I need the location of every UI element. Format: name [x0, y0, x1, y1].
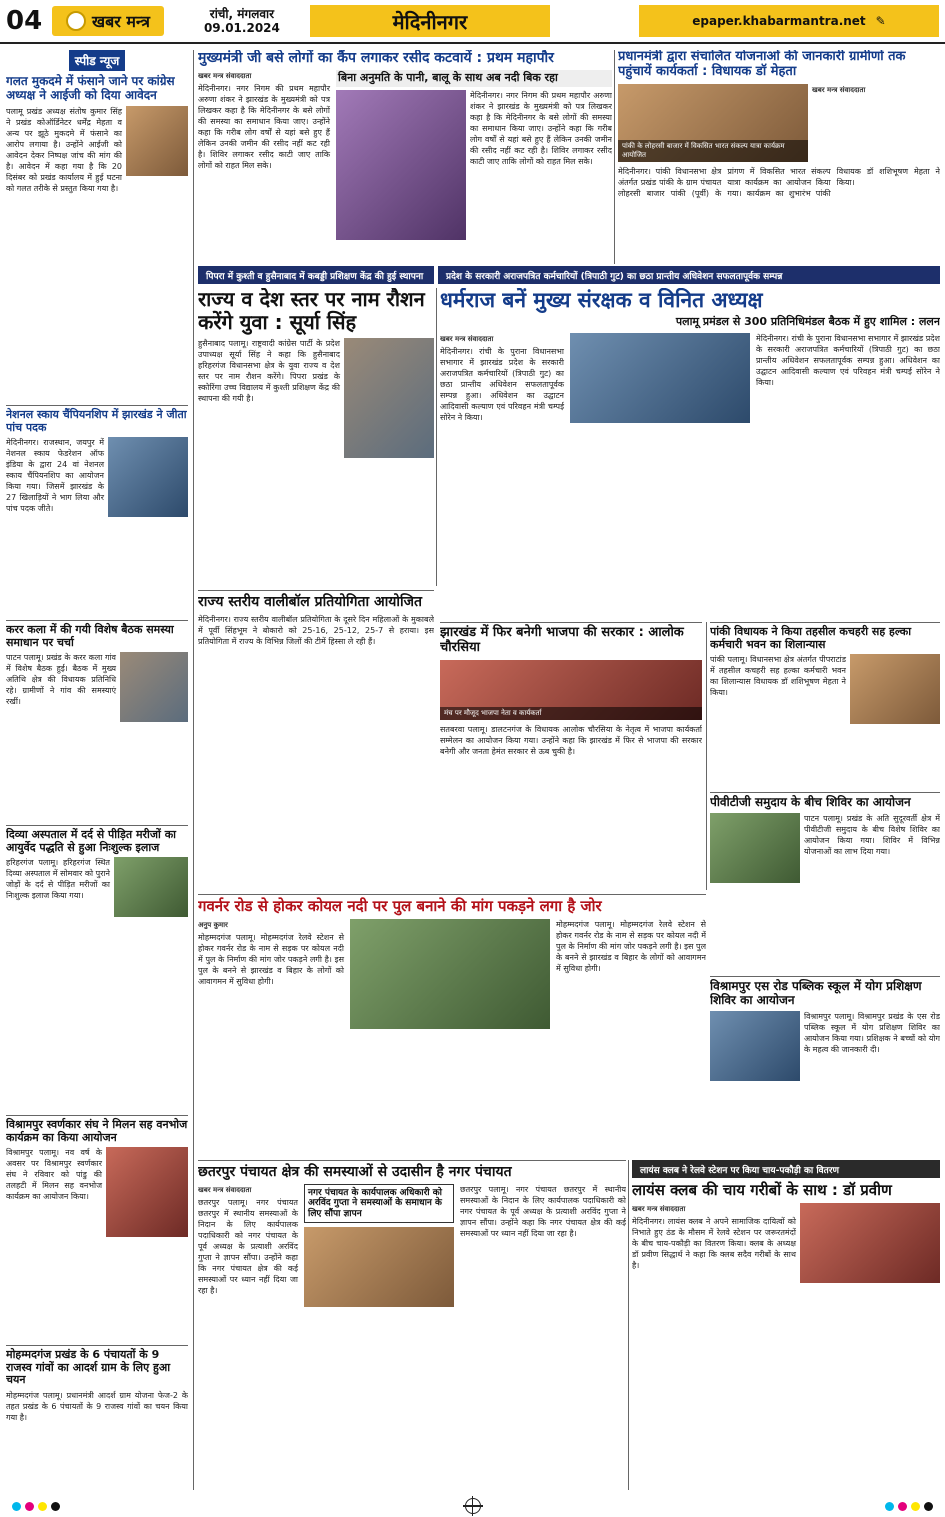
- registration-marks-right: [885, 1502, 933, 1511]
- story-photo: [618, 84, 808, 162]
- photo-caption: पांकी के लोहरसी बाजार में विकसित भारत संकल्प यात्रा कार्यक्रम आयोजित: [618, 140, 808, 162]
- bjp-photo: [440, 660, 702, 720]
- surya-photo: [344, 338, 434, 458]
- story-text: पाटन पलामू। प्रखंड के अति सुदूरवर्ती क्षेत्र में पीवीटीजी समुदाय के बीच विशेष शिविर का आयोजन किया गया। शिविर में विभिन्न योजनाओं का लाभ दिया गया।: [804, 813, 940, 856]
- mahapaur-photo: [336, 90, 466, 240]
- story-text-continued: मोहम्मदगंज पलामू। मोहम्मदगंज रेलवे स्टेशन से होकर गवर्नर रोड के नाम से सड़क पर कोयल नदी में पुल के निर्माण की मांग जोर पकड़ने लगी है। इस पुल के बनने से झारखंड व बिहार के लोगों को आवागमन में सुविधा होगी।: [556, 920, 706, 974]
- story-headline: गवर्नर रोड से होकर कोयल नदी पर पुल बनाने की मांग पकड़ने लगा है जोर: [198, 897, 602, 915]
- column-divider: [436, 288, 437, 586]
- story-photo: [106, 1147, 188, 1237]
- story-text: मेदिनीनगर। नगर निगम की प्रथम महापौर अरुणा शंकर ने झारखंड के मुख्यमंत्री को पत्र लिखकर कहा है कि मेदिनीनगर के बसे लोगों की समस्या का समाधान किया जाए। उन्होंने कहा कि गरीब लोग वर्षों से यहां बसे हुए हैं लेकिन उनकी जमीन की रसीद नहीं कट रही है। शिविर लगाकर रसीद काटी जाए ताकि लोगों को राहत मिल सके।: [198, 84, 330, 171]
- crosshair-icon: [465, 1498, 481, 1514]
- issue-date: 09.01.2024: [203, 21, 280, 35]
- city-day: रांची, मंगलवार: [209, 7, 275, 21]
- story-text-continued: मेदिनीनगर। रांची के पुराना विधानसभा सभागार में झारखंड प्रदेश के सरकारी अराजपत्रित कर्मचारियों (त्रिपाठी गुट) का छठा प्रान्तीय अधिवेशन सफलतापूर्वक सम्पन्न हुआ। अधिवेशन का उद्घाटन आदिवासी कल्याण एवं परिवहन मंत्री चम्पई सोरेन ने किया।: [756, 333, 940, 387]
- story-volleyball: [198, 590, 434, 890]
- story-photo: [710, 1011, 800, 1081]
- story-governor-road: [198, 894, 706, 1156]
- story-headline: पीवीटीजी समुदाय के बीच शिविर का आयोजन: [710, 795, 911, 809]
- story-skating: [6, 405, 188, 620]
- story-text: मेदिनीनगर। लायंस क्लब ने अपने सामाजिक दायित्वों को निभाते हुए ठंड के मौसम में रेलवे स्टेशन पर जरूरतमंदों के बीच चाय-पकौड़ी का वितरण किया। क्लब के अध्यक्ष डॉ प्रवीण सिद्धार्थ ने कहा कि क्लब सदैव गरीबों के साथ है।: [632, 1217, 796, 1271]
- band-right: प्रदेश के सरकारी अराजपत्रित कर्मचारियों (त्रिपाठी गुट) का छठा प्रान्तीय अधिवेशन सफलतापूर्वक सम्पन्न: [438, 266, 940, 284]
- story-photo: [114, 857, 188, 917]
- story-callout-box: नगर पंचायत के कार्यपालक अधिकारी को अरविंद गुप्ता ने समस्याओं के समाधान के लिए सौंपा ज्ञापन: [304, 1184, 454, 1223]
- story-text: मेदिनीनगर। पांकी विधानसभा क्षेत्र अंतर्गत प्रखंड पांकी के ग्राम पंचायत लोहरसी बाजार पांकी (पूर्वी) के प्रांगण में विकसित भारत संकल्प यात्रा कार्यक्रम का आयोजन किया गया। कार्यक्रम का शुभारंभ पांकी विधायक डॉ शशिभूषण मेहता ने किया।: [618, 166, 940, 198]
- story-subhead: पलामू प्रमंडल से 300 प्रतिनिधिमंडल बैठक में हुए शामिल : ललन: [675, 315, 940, 329]
- story-mahapaur: [198, 50, 612, 264]
- story-headline: राज्य स्तरीय वालीबॉल प्रतियोगिता आयोजित: [198, 594, 422, 610]
- story-text: मोहम्मदगंज पलामू। मोहम्मदगंज रेलवे स्टेशन से होकर गवर्नर रोड के नाम से सड़क पर कोयल नदी में पुल के निर्माण की मांग जोर पकड़ने लगी है। इस पुल के बनने से झारखंड व बिहार के लोगों को आवागमन में सुविधा होगी।: [198, 933, 344, 987]
- story-text: हरिहरगंज पलामू। हरिहरगंज स्थित दिव्या अस्पताल में सोमवार को पुराने जोड़ों के दर्द से पीड़ित मरीजों का निःशुल्क इलाज किया गया।: [6, 858, 110, 901]
- page-number: 04: [6, 6, 43, 36]
- story-headline: प्रधानमंत्री द्वारा संचालित योजनाओं की जानकारी ग्रामीणों तक पहुंचायें कार्यकर्ता : विधायक डॉ मेहता: [618, 50, 906, 79]
- story-photo: [850, 654, 940, 724]
- column-divider: [193, 50, 194, 1490]
- story-headline: विश्रामपुर एस रोड पब्लिक स्कूल में योग प्रशिक्षण शिविर का आयोजन: [710, 979, 922, 1007]
- byline: खबर मन्त्र संवाददाता: [198, 72, 252, 81]
- story-chhatarpur: [198, 1160, 626, 1490]
- byline: खबर मन्त्र संवाददाता: [632, 1205, 686, 1214]
- band-left: पिपरा में कुश्ती व हुसैनाबाद में कबड्डी प्रशिक्षण केंद्र की हुई स्थापना: [198, 266, 434, 284]
- story-subhead: बिना अनुमति के पानी, बालू के साथ अब नदी बिक रहा: [336, 70, 612, 87]
- masthead: [0, 0, 945, 44]
- story-text: मोहम्मदगंज पलामू। प्रधानमंत्री आदर्श ग्राम योजना फेज-2 के तहत प्रखंड के 6 पंचायतों के 9 राजस्व गांवों का चयन किया गया है।: [6, 1390, 188, 1422]
- story-text: मेदिनीनगर। राज्य स्तरीय वालीबॉल प्रतियोगिता के दूसरे दिन महिलाओं के मुकाबले में पूर्वी सिंहभूम ने बोकारो को 25-16, 25-12, 25-7 से हराया। इस प्रतियोगिता में राज्य के विभिन्न जिलों की टीमें हिस्सा ले रही हैं।: [198, 615, 434, 647]
- dateline: [204, 7, 280, 35]
- byline: खबर मन्त्र संवाददाता: [440, 334, 494, 343]
- story-headline: करर कला में की गयी विशेष बैठक समस्या समाधान पर चर्चा: [6, 623, 174, 649]
- story-headline: मुख्यमंत्री जी बसे लोगों का कैंप लगाकर रसीद कटवायें : प्रथम महापौर: [198, 50, 554, 66]
- story-swarnkar-sangh: [6, 1115, 188, 1345]
- story-headline: दिव्या अस्पताल में दर्द से पीड़ित मरीजों का आयुर्वेद पद्धति से हुआ निःशुल्क इलाज: [6, 828, 177, 854]
- brand-logo-icon: [66, 11, 86, 31]
- story-photo: [120, 652, 188, 722]
- story-text: हुसैनाबाद पलामू। राष्ट्रवादी कांग्रेस पार्टी के प्रदेश उपाध्यक्ष सूर्या सिंह ने कहा कि हुसैनाबाद हरिहरगंज विधानसभा क्षेत्र के युवा राज्य व देश स्तर पर नाम रौशन करेंगे। पिपरा प्रखंड के स्कोरिंगा उच्च विद्यालय में कुश्ती प्रशिक्षण केंद्र की स्थापना की गयी है।: [198, 339, 340, 403]
- byline: खबर मन्त्र संवाददाता: [198, 1186, 252, 1195]
- column-divider: [614, 50, 615, 264]
- story-text-continued: मेदिनीनगर। नगर निगम की प्रथम महापौर अरुणा शंकर ने झारखंड के मुख्यमंत्री को पत्र लिखकर कहा है कि मेदिनीनगर के बसे लोगों की समस्या का समाधान किया जाए। उन्होंने कहा कि गरीब लोग वर्षों से यहां बसे हुए हैं लेकिन उनकी जमीन की रसीद नहीं कट रही है। शिविर लगाकर रसीद काटी जाए ताकि लोगों को राहत मिल सके।: [470, 90, 612, 166]
- story-dharmraj: [440, 288, 940, 618]
- column-divider: [706, 622, 707, 890]
- story-text: छतरपुर पलामू। नगर पंचायत छतरपुर में स्थानीय समस्याओं के निदान के लिए कार्यपालक पदाधिकारी को नगर पंचायत के पूर्व अध्यक्ष के प्रत्याशी अरविंद गुप्ता ने ज्ञापन सौंपा। उन्होंने कहा कि नगर पंचायत क्षेत्र की कई समस्याओं पर ध्यान नहीं दिया जा रहा है।: [198, 1198, 298, 1296]
- byline: खबर मन्त्र संवाददाता: [812, 85, 866, 94]
- story-lions-club: [632, 1160, 940, 1490]
- story-text: विश्रामपुर पलामू। विश्रामपुर प्रखंड के एस रोड पब्लिक स्कूल में योग प्रशिक्षण शिविर का आयोजन किया गया। प्रशिक्षक ने बच्चों को योग के महत्व की जानकारी दी।: [804, 1011, 940, 1054]
- epaper-url[interactable]: epaper.khabarmantra.net: [692, 14, 866, 28]
- story-headline: झारखंड में फिर बनेगी भाजपा की सरकार : आलोक चौरसिया: [440, 625, 684, 655]
- adhiveshan-photo: [570, 333, 750, 423]
- story-photo: [710, 813, 800, 883]
- section-title: मेदिनीनगर: [310, 5, 550, 37]
- story-pvtg: [710, 792, 940, 972]
- pen-icon: ✎: [875, 14, 886, 28]
- story-photo: [304, 1227, 454, 1307]
- story-headline: लायंस क्लब की चाय गरीबों के साथ : डॉ प्रवीण: [632, 1181, 892, 1199]
- story-photo: [108, 437, 188, 517]
- story-text: पांकी पलामू। विधानसभा क्षेत्र अंतर्गत पीपराटांड में तहसील कचहरी सह हल्का कर्मचारी भवन का शिलान्यास विधायक डॉ शशिभूषण मेहता ने किया।: [710, 655, 846, 698]
- story-headline: मोहम्मदगंज प्रखंड के 6 पंचायतों के 9 राजस्व गांवों का आदर्श ग्राम के लिए हुआ चयन: [6, 1348, 171, 1387]
- story-bjp: [440, 622, 702, 890]
- story-text-continued: छतरपुर पलामू। नगर पंचायत छतरपुर में स्थानीय समस्याओं के निदान के लिए कार्यपालक पदाधिकारी को नगर पंचायत के पूर्व अध्यक्ष के प्रत्याशी अरविंद गुप्ता ने ज्ञापन सौंपा। उन्होंने कहा कि नगर पंचायत क्षेत्र की कई समस्याओं पर ध्यान नहीं दिया जा रहा है।: [460, 1185, 626, 1239]
- story-adarsh-gram: [6, 1345, 188, 1485]
- lions-band: लायंस क्लब ने रेलवे स्टेशन पर किया चाय-पकौड़ी का वितरण: [632, 1160, 940, 1178]
- story-photo: [126, 106, 188, 176]
- story-karar-kala: [6, 620, 188, 825]
- story-headline: छतरपुर पंचायत क्षेत्र की समस्याओं से उदासीन है नगर पंचायत: [198, 1164, 512, 1180]
- photo-caption: मंच पर मौजूद भाजपा नेता व कार्यकर्ता: [440, 707, 702, 720]
- story-photo: [800, 1203, 940, 1283]
- story-headline: विश्रामपुर स्वर्णकार संघ ने मिलन सह वनभोज कार्यक्रम का किया आयोजन: [6, 1118, 188, 1144]
- registration-marks-left: [12, 1502, 60, 1511]
- story-text: मेदिनीनगर। राजस्थान, जयपुर में नेशनल स्काय फेडरेशन ऑफ इंडिया के द्वारा 24 वां नेशनल स्काय चैंपियनशिप का आयोजन किया गया। जिसमें झारखंड के 27 खिलाड़ियों ने भाग लिया और पांच पदक जीते।: [6, 438, 104, 514]
- story-yoga: [710, 976, 940, 1156]
- print-footer: [0, 1495, 945, 1517]
- koyal-river-photo: [350, 919, 550, 1029]
- story-text: मेदिनीनगर। रांची के पुराना विधानसभा सभागार में झारखंड प्रदेश के सरकारी अराजपत्रित कर्मचारियों (त्रिपाठी गुट) का छठा प्रान्तीय अधिवेशन सफलतापूर्वक सम्पन्न हुआ। अधिवेशन का उद्घाटन आदिवासी कल्याण एवं परिवहन मंत्री चम्पई सोरेन ने किया।: [440, 346, 564, 422]
- story-congress-ig: [6, 75, 188, 405]
- story-text: विश्रामपुर पलामू। नव वर्ष के अवसर पर विश्रामपुर स्वर्णकार संघ ने रविवार को पांडु की तलहटी में मिलन सह वनभोज कार्यक्रम का आयोजन किया।: [6, 1148, 102, 1202]
- brand-name: खबर मन्त्र: [92, 12, 150, 31]
- story-headline: नेशनल स्काय चैंपियनशिप में झारखंड ने जीता पांच पदक: [6, 408, 187, 434]
- byline: अनुप कुमार: [198, 921, 228, 930]
- story-text: पलामू प्रखंड अध्यक्ष संतोष कुमार सिंह ने प्रखंड कोऑर्डिनेटर धर्मेंद्र मेहता व अन्य पर झूठे मुकदमे में फंसाने का आरोप लगाया है। उन्होंने आईजी को आवेदन देकर निष्पक्ष जांच की मांग की है। आवेदन में कहा गया है कि 20 दिसंबर को प्रखंड कार्यालय में हुई घटना को गलत तरीके से प्रस्तुत किया गया है।: [6, 106, 122, 193]
- story-divya-hospital: [6, 825, 188, 1115]
- speed-news-column: [6, 50, 188, 1490]
- story-panki: [710, 622, 940, 790]
- story-surya-singh: [198, 288, 434, 586]
- story-text: सतबरवा पलामू। डालटनगंज के विधायक आलोक चौरसिया के नेतृत्व में भाजपा कार्यकर्ता सम्मेलन का आयोजन किया गया। उन्होंने कहा कि झारखंड में फिर से भाजपा की सरकार बनेगी और जनता हेमंत सरकार से ऊब चुकी है।: [440, 724, 702, 756]
- epaper-link[interactable]: [639, 5, 939, 37]
- story-headline: गलत मुकदमे में फंसाने जाने पर कांग्रेस अध्यक्ष ने आईजी को दिया आवेदन: [6, 74, 175, 102]
- story-headline: धर्मराज बनें मुख्य संरक्षक व विनित अध्यक्ष: [440, 288, 763, 312]
- story-text: पाटन पलामू। प्रखंड के करर कला गांव में विशेष बैठक हुई। बैठक में मुख्य अतिथि क्षेत्र की विधायक प्रतिनिधि रहे। ग्रामीणों ने गांव की समस्याएं रखीं।: [6, 653, 116, 707]
- story-pm-yojana: [618, 50, 940, 264]
- story-headline: पांकी विधायक ने किया तहसील कचहरी सह हल्का कर्मचारी भवन का शिलान्यास: [710, 625, 912, 651]
- story-headline: राज्य व देश स्तर पर नाम रौशन करेंगे युवा : सूर्या सिंह: [198, 288, 425, 334]
- column-divider: [628, 1160, 629, 1490]
- speed-news-tag: स्पीड न्यूज: [69, 50, 126, 71]
- brand-badge[interactable]: [52, 6, 164, 36]
